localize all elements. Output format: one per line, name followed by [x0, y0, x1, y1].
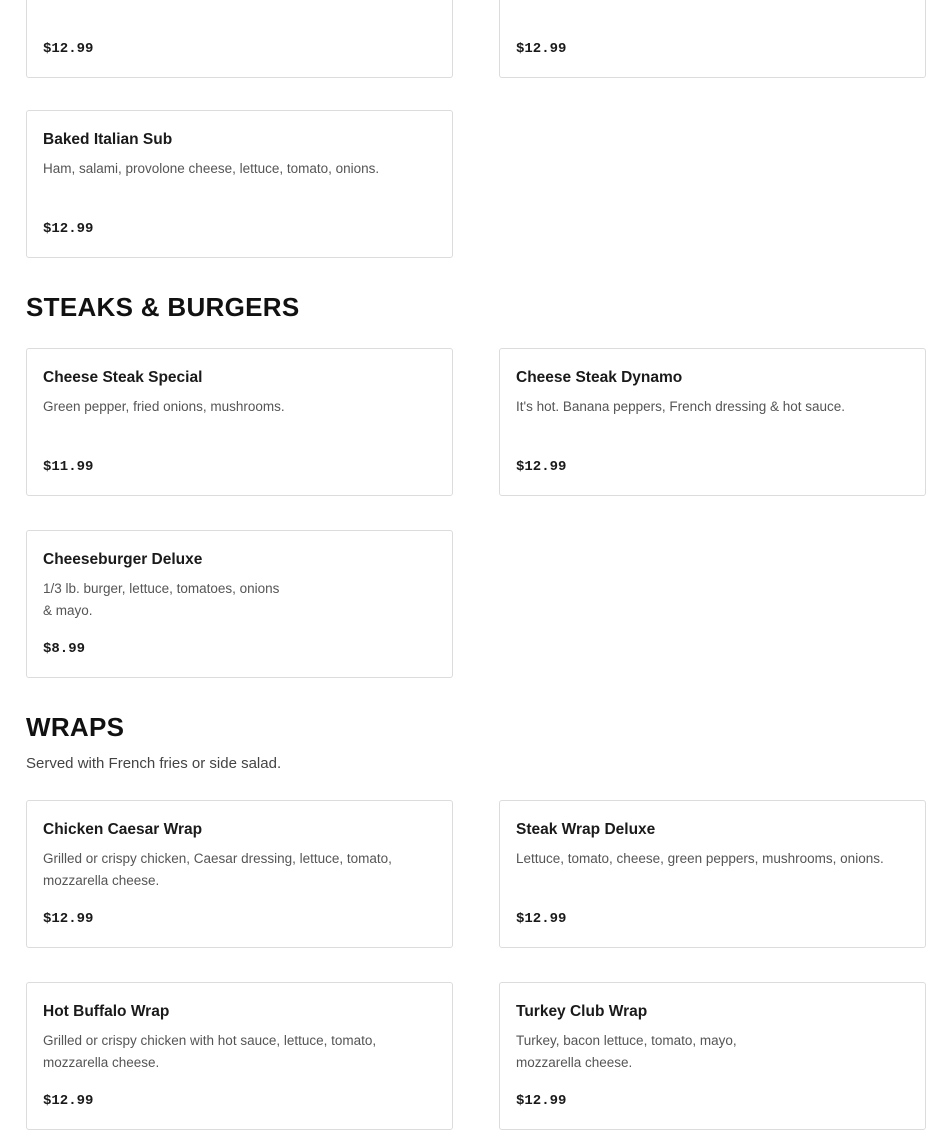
item-name: Steak Wrap Deluxe	[516, 821, 656, 838]
section-note: Served with French fries or side salad.	[26, 755, 282, 772]
item-description: Green pepper, fried onions, mushrooms.	[43, 399, 285, 414]
item-description: It's hot. Banana peppers, French dressing & hot sauce.	[516, 399, 846, 414]
item-description	[43, 1030, 376, 1074]
item-description: Ham, salami, provolone cheese, lettuce, tomato, onions.	[43, 161, 380, 176]
item-description-line: Grilled or crispy chicken with hot sauce, lettuce, tomato,	[43, 1033, 377, 1048]
item-description-line: & mayo.	[43, 603, 93, 618]
item-description-line: mozzarella cheese.	[43, 1055, 160, 1070]
section-title-steaks-burgers: STEAKS & BURGERS	[26, 292, 300, 322]
item-name: Hot Buffalo Wrap	[43, 1003, 170, 1020]
item-name: Cheese Steak Dynamo	[516, 369, 683, 386]
menu-item-card[interactable]	[499, 348, 926, 496]
item-description-line: mozzarella cheese.	[516, 1055, 633, 1070]
menu-item-card[interactable]	[26, 0, 453, 78]
item-price: $8.99	[43, 641, 86, 657]
item-price: $12.99	[516, 459, 567, 475]
item-name: Cheeseburger Deluxe	[43, 551, 203, 568]
item-description-line: mozzarella cheese.	[43, 873, 160, 888]
section-title-wraps: WRAPS	[26, 712, 125, 742]
menu-item-card[interactable]	[26, 110, 453, 258]
menu-item-card[interactable]	[26, 348, 453, 496]
item-price: $12.99	[43, 1093, 94, 1109]
item-price: $12.99	[516, 911, 567, 927]
menu-item-card[interactable]	[499, 982, 926, 1130]
item-name: Baked Italian Sub	[43, 131, 173, 148]
item-price: $12.99	[516, 41, 567, 57]
item-description	[43, 578, 279, 622]
item-name: Cheese Steak Special	[43, 369, 203, 386]
item-description-line: Grilled or crispy chicken, Caesar dressing, lettuce, tomato,	[43, 851, 392, 866]
item-price: $12.99	[43, 41, 94, 57]
menu-item-card[interactable]	[499, 800, 926, 948]
item-description-line: Turkey, bacon lettuce, tomato, mayo,	[516, 1033, 737, 1048]
item-price: $11.99	[43, 459, 94, 475]
item-price: $12.99	[516, 1093, 567, 1109]
item-description	[516, 1030, 737, 1074]
item-name: Chicken Caesar Wrap	[43, 821, 203, 838]
menu-item-card[interactable]	[499, 0, 926, 78]
item-description-line: 1/3 lb. burger, lettuce, tomatoes, onions	[43, 581, 280, 596]
item-description: Lettuce, tomato, cheese, green peppers, mushrooms, onions.	[516, 851, 884, 866]
menu-item-card[interactable]	[26, 800, 453, 948]
menu-item-card[interactable]	[26, 982, 453, 1130]
item-name: Turkey Club Wrap	[516, 1003, 648, 1020]
item-price: $12.99	[43, 911, 94, 927]
item-price: $12.99	[43, 221, 94, 237]
item-description	[43, 848, 392, 892]
menu-item-card[interactable]	[26, 530, 453, 678]
